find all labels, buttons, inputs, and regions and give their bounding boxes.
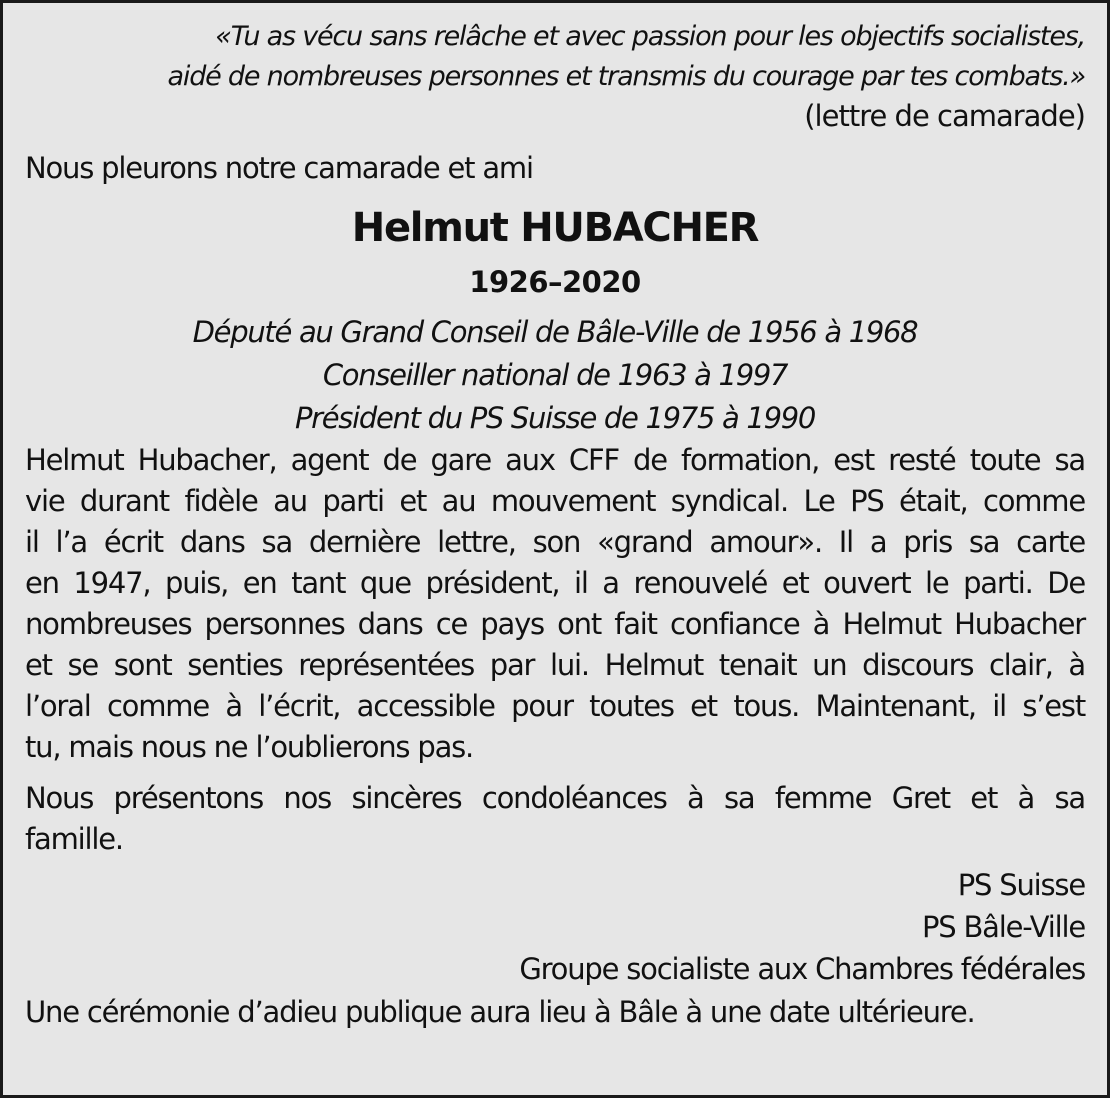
paragraph-line: et se sont senties représentées par lui. Helmut tenait un discours clair, à (25, 648, 1085, 682)
paragraph-line: famille. (25, 822, 123, 856)
signatory: PS Bâle-Ville (921, 910, 1085, 944)
quote-line: «Tu as vécu sans relâche et avec passion pour les objectifs socialistes, (215, 21, 1085, 52)
tribute-paragraph (25, 440, 1085, 768)
signatory: PS Suisse (957, 868, 1085, 902)
roles-list (25, 311, 1085, 440)
memorial-quote (25, 17, 1085, 97)
intro-text: Nous pleurons notre camarade et ami (25, 151, 533, 185)
condolences-paragraph (25, 778, 1085, 860)
paragraph-line: nombreuses personnes dans ce pays ont fait confiance à Helmut Hubacher (25, 607, 1085, 641)
paragraph-line: en 1947, puis, en tant que président, il a renouvelé et ouvert le parti. De (25, 566, 1085, 600)
paragraph-line: Nous présentons nos sincères condoléances à sa femme Gret et à sa (25, 781, 1085, 815)
role-item: Député au Grand Conseil de Bâle-Ville de 1956 à 1968 (192, 315, 918, 349)
ceremony-notice: Une cérémonie d’adieu publique aura lieu à Bâle à une date ultérieure. (25, 995, 975, 1029)
paragraph-line: il l’a écrit dans sa dernière lettre, son «grand amour». Il a pris sa carte (25, 525, 1085, 559)
paragraph-line: l’oral comme à l’écrit, accessible pour toutes et tous. Maintenant, il s’est (25, 689, 1085, 723)
paragraph-line: tu, mais nous ne l’oublierons pas. (25, 730, 474, 764)
role-item: Conseiller national de 1963 à 1997 (322, 358, 788, 392)
deceased-name: Helmut HUBACHER (351, 205, 759, 251)
quote-source: (lettre de camarade) (804, 99, 1085, 133)
paragraph-line: Helmut Hubacher, agent de gare aux CFF de formation, est resté toute sa (25, 443, 1085, 477)
paragraph-line: vie durant fidèle au parti et au mouvement syndical. Le PS était, comme (25, 484, 1085, 518)
signatory: Groupe socialiste aux Chambres fédérales (519, 952, 1085, 986)
quote-line: aidé de nombreuses personnes et transmis du courage par tes combats.» (167, 61, 1085, 92)
role-item: Président du PS Suisse de 1975 à 1990 (294, 401, 816, 435)
life-years: 1926–2020 (469, 265, 641, 299)
signatories (25, 864, 1085, 990)
